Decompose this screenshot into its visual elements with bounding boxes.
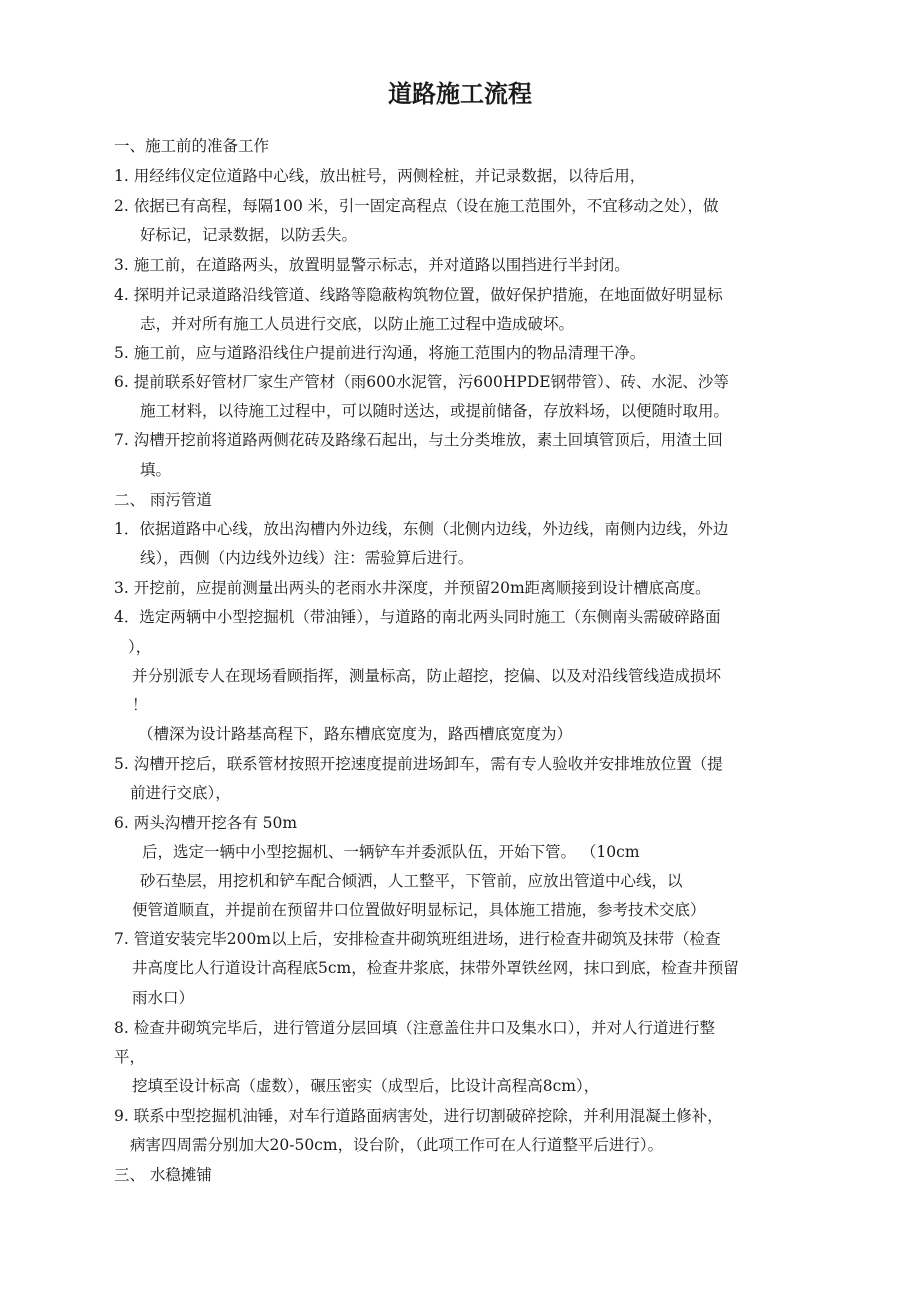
- list-item: 7. 沟槽开挖前将道路两侧花砖及路缘石起出，与土分类堆放，素土回填管顶后，用渣土回: [114, 431, 723, 449]
- list-item-continuation: 井高度比人行道设计高程底5cm，检查井浆底，抹带外罩铁丝网，抹口到底，检查井预留: [132, 959, 739, 977]
- list-item-continuation: ），: [128, 638, 152, 656]
- section-heading: 一、施工前的准备工作: [114, 137, 270, 155]
- list-item-continuation: 病害四周需分别加大20-50cm，设台阶，（此项工作可在人行道整平后进行）。: [130, 1136, 664, 1154]
- list-item: 3. 施工前，在道路两头，放置明显警示标志，并对道路以围挡进行半封闭。: [114, 256, 630, 274]
- list-item-continuation: ！: [132, 696, 148, 714]
- list-item: 7. 管道安装完毕200m以上后，安排检查井砌筑班组进场，进行检查井砌筑及抹带（检查: [114, 930, 721, 948]
- list-item-continuation: 前进行交底），: [130, 784, 231, 802]
- section-heading: 二、 雨污管道: [114, 491, 212, 509]
- list-item-continuation: 雨水口）: [132, 989, 195, 1007]
- list-item: 1. 用经纬仪定位道路中心线，放出桩号，两侧栓桩，并记录数据，以待后用，: [114, 167, 646, 185]
- list-item-continuation: 后，选定一辆中小型挖掘机、一辆铲车并委派队伍，开始下管。 （10cm: [142, 843, 640, 861]
- list-item-continuation: 志，并对所有施工人员进行交底，以防止施工过程中造成破坏。: [140, 315, 575, 333]
- list-item-continuation: 砂石垫层，用挖机和铲车配合倾洒，人工整平，下管前，应放出管道中心线，以: [140, 872, 683, 890]
- section-heading: 三、 水稳摊铺: [114, 1166, 212, 1184]
- list-item-continuation: 挖填至设计标高（虚数），碾压密实（成型后，比设计高程高8cm），: [132, 1077, 600, 1095]
- list-item: 1．依据道路中心线，放出沟槽内外边线，东侧（北侧内边线，外边线，南侧内边线，外边: [114, 520, 729, 538]
- list-item-continuation: 线），西侧（内边线外边线）注：需验算后进行。: [140, 549, 474, 567]
- list-item: 3. 开挖前，应提前测量出两头的老雨水井深度，并预留20m距离顺接到设计槽底高度。: [114, 579, 711, 597]
- list-item-continuation: 平，: [114, 1048, 146, 1066]
- list-item: 4．选定两辆中小型挖掘机（带油锤），与道路的南北两头同时施工（东侧南头需破碎路面: [114, 608, 721, 626]
- list-item: 6. 提前联系好管材厂家生产管材（雨600水泥管，污600HPDE钢带管）、砖、水泥、沙等: [114, 373, 729, 391]
- list-item-continuation: 施工材料，以待施工过程中，可以随时送达，或提前储备，存放料场，以便随时取用。: [140, 402, 730, 420]
- list-item: 2. 依据已有高程，每隔100 米，引一固定高程点（设在施工范围外，不宜移动之处），做: [114, 197, 719, 215]
- list-item: 6. 两头沟槽开挖各有 50m: [114, 814, 298, 832]
- list-item-continuation: 好标记，记录数据，以防丢失。: [140, 226, 358, 244]
- list-item-continuation: （槽深为设计路基高程下，路东槽底宽度为，路西槽底宽度为）: [138, 725, 573, 743]
- list-item-continuation: 便管道顺直，并提前在预留井口位置做好明显标记，具体施工措施，参考技术交底）: [132, 901, 706, 919]
- list-item-continuation: 并分别派专人在现场看顾指挥，测量标高，防止超挖，挖偏、以及对沿线管线造成损坏: [132, 667, 722, 685]
- list-item: 5. 沟槽开挖后，联系管材按照开挖速度提前进场卸车，需有专人验收并安排堆放位置（提: [114, 755, 723, 773]
- list-item: 5. 施工前，应与道路沿线住户提前进行沟通，将施工范围内的物品清理干净。: [114, 344, 646, 362]
- list-item-continuation: 填。: [140, 461, 172, 479]
- list-item: 4. 探明并记录道路沿线管道、线路等隐蔽构筑物位置，做好保护措施，在地面做好明显标: [114, 286, 723, 304]
- document-title: 道路施工流程: [388, 80, 532, 108]
- list-item: 8. 检查井砌筑完毕后，进行管道分层回填（注意盖住井口及集水口），并对人行道进行整: [114, 1019, 715, 1037]
- list-item: 9. 联系中型挖掘机油锤，对车行道路面病害处，进行切割破碎挖除，并利用混凝土修补，: [114, 1107, 723, 1125]
